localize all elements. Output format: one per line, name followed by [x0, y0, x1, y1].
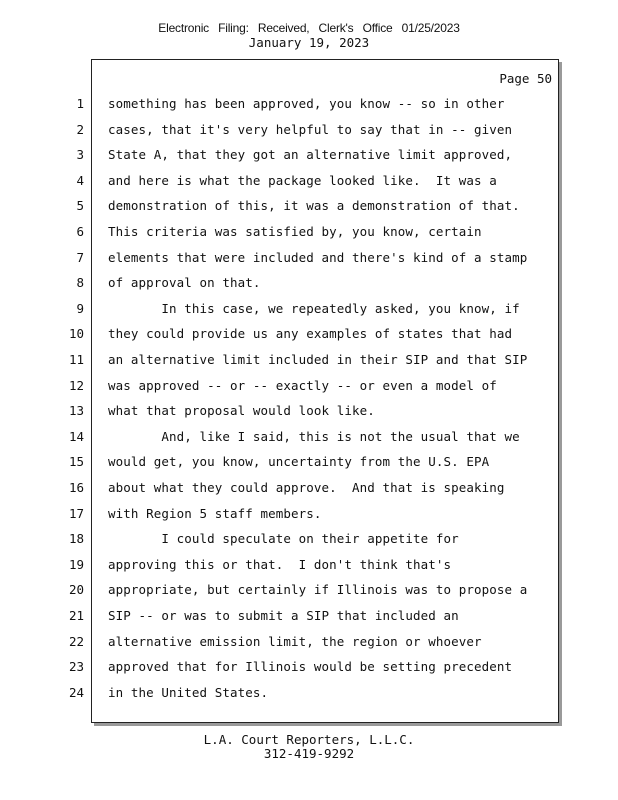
transcript-line: [0, 506, 618, 531]
transcript-line: [0, 173, 618, 198]
line-text: elements that were included and there's kind of a stamp: [108, 249, 528, 265]
line-number: 20: [68, 582, 84, 598]
line-text: would get, you know, uncertainty from the U.S. EPA: [108, 454, 490, 470]
transcript-line: [0, 429, 618, 454]
line-text: something has been approved, you know -- so in other: [108, 96, 505, 111]
transcript-line: [0, 454, 618, 479]
transcript-line: [0, 198, 618, 223]
line-text: and here is what the package looked like. It was a: [108, 172, 497, 188]
footer: [0, 733, 618, 761]
line-number: 23: [68, 659, 84, 675]
transcript-line: [0, 480, 618, 505]
line-text: alternative emission limit, the region or whoever: [108, 633, 482, 649]
transcript-line: [0, 301, 618, 326]
line-text: In this case, we repeatedly asked, you know, if: [108, 300, 520, 316]
line-text: what that proposal would look like.: [108, 403, 375, 419]
transcript-line: [0, 403, 618, 428]
page-number: Page 50: [499, 71, 552, 86]
line-text: approved that for Illinois would be setting precedent: [108, 659, 513, 675]
line-number: 12: [68, 377, 84, 393]
line-text: I could speculate on their appetite for: [108, 531, 459, 547]
court-reporter-name: L.A. Court Reporters, L.L.C.: [203, 732, 415, 747]
line-number: 14: [68, 428, 84, 444]
transcript-line: [0, 352, 618, 377]
transcript-line: [0, 147, 618, 172]
line-text: with Region 5 staff members.: [108, 505, 322, 521]
transcript-line: [0, 326, 618, 351]
transcript-line: [0, 582, 618, 607]
line-number: 4: [76, 172, 84, 188]
line-text: State A, that they got an alternative limit approved,: [108, 147, 513, 163]
electronic-filing-stamp: Electronic Filing: Received, Clerk's Office 01/25/2023: [158, 21, 460, 35]
line-number: 16: [68, 480, 84, 495]
line-text: approving this or that. I don't think that's: [108, 556, 452, 572]
line-text: an alternative limit included in their SIP and that SIP: [108, 352, 528, 367]
line-number: 7: [76, 249, 84, 265]
line-number: 1: [76, 96, 84, 111]
line-text: appropriate, but certainly if Illinois was to propose a: [108, 582, 528, 598]
line-number: 10: [68, 326, 84, 342]
line-text: cases, that it's very helpful to say that in -- given: [108, 121, 513, 137]
line-number: 3: [76, 147, 84, 163]
line-number: 21: [68, 608, 84, 623]
transcript-line: [0, 608, 618, 633]
line-number: 15: [68, 454, 84, 470]
line-text: SIP -- or was to submit a SIP that included an: [108, 608, 459, 623]
transcript-line: [0, 685, 618, 710]
line-number: 9: [76, 300, 84, 316]
transcript-line: [0, 275, 618, 300]
line-number: 13: [68, 403, 84, 419]
line-number: 11: [68, 352, 84, 367]
line-text: they could provide us any examples of states that had: [108, 326, 513, 342]
transcript-line: [0, 557, 618, 582]
line-number: 2: [76, 121, 84, 137]
transcript-line: [0, 122, 618, 147]
transcript-line: [0, 96, 618, 121]
line-number: 8: [76, 275, 84, 291]
line-number: 5: [76, 198, 84, 214]
transcript-date: January 19, 2023: [248, 35, 370, 50]
line-text: This criteria was satisfied by, you know, certain: [108, 224, 482, 239]
line-text: of approval on that.: [108, 275, 261, 291]
line-text: about what they could approve. And that is speaking: [108, 480, 505, 495]
line-number: 22: [68, 633, 84, 649]
line-number: 17: [68, 505, 84, 521]
transcript-line: [0, 634, 618, 659]
transcript-line: [0, 531, 618, 556]
transcript-line: [0, 378, 618, 403]
transcript-line: [0, 224, 618, 249]
court-reporter-phone: 312-419-9292: [263, 746, 355, 761]
line-number: 19: [68, 556, 84, 572]
transcript-line: [0, 250, 618, 275]
line-text: And, like I said, this is not the usual that we: [108, 428, 520, 444]
line-number: 24: [68, 684, 84, 700]
transcript-line: [0, 659, 618, 684]
line-text: demonstration of this, it was a demonstration of that.: [108, 198, 520, 214]
line-text: was approved -- or -- exactly -- or even a model of: [108, 377, 497, 393]
line-number: 6: [76, 224, 84, 239]
line-number: 18: [68, 531, 84, 547]
line-text: in the United States.: [108, 684, 269, 700]
